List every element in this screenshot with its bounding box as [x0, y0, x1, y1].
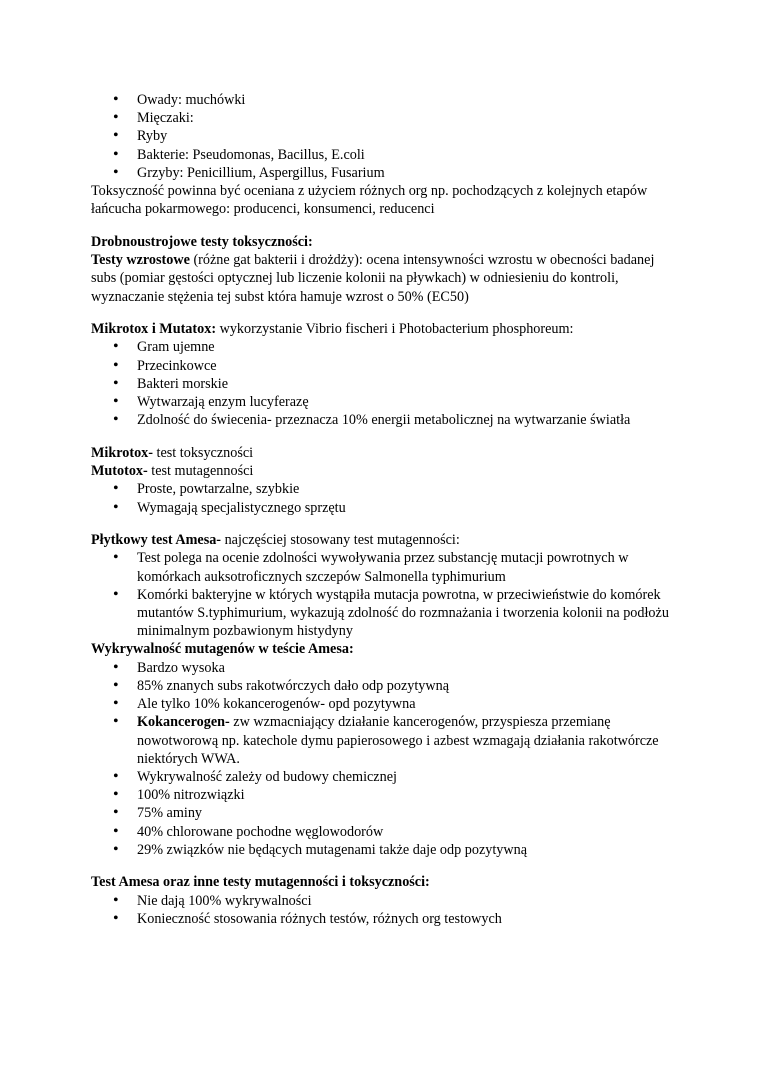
document-page: [91, 91, 681, 928]
ames-description-list: [91, 549, 681, 640]
list-item: • Komórki bakteryjne w których wystąpiła mutacja powrotna, w przeciwieństwie do komórek mutantów S.typhimurium, wykazują zdolność do rozmnażania i tworzenia kolonii na podłożu minimalnym pozbawionym histydyny: [137, 586, 681, 641]
list-item: • 29% związków nie będących mutagenami także daje odp pozytywną: [137, 841, 681, 859]
bacteria-traits-list: [91, 338, 681, 429]
list-item: • Grzyby: Penicillium, Aspergillus, Fusarium: [137, 164, 681, 182]
list-item: • Mięczaki:: [137, 109, 681, 127]
list-item: • Bardzo wysoka: [137, 659, 681, 677]
final-list: [91, 892, 681, 928]
food-chain-paragraph: Toksyczność powinna być oceniana z użyciem różnych org np. pochodzących z kolejnych etapów łańcucha pokarmowego: producenci, konsumenci, reducenci: [91, 183, 648, 218]
list-item: • 75% aminy: [137, 804, 681, 822]
list-item: • Gram ujemne: [137, 338, 681, 356]
ames-intro: [91, 531, 681, 549]
microbial-tests-heading: Drobnoustrojowe testy toksyczności:: [91, 233, 313, 250]
detectability-heading: Wykrywalność mutagenów w teście Amesa:: [91, 641, 354, 658]
ames-text: najczęściej stosowany test mutagenności:: [221, 532, 460, 549]
list-item: • Bakterie: Pseudomonas, Bacillus, E.coli: [137, 146, 681, 164]
list-item: • Konieczność stosowania różnych testów, różnych org testowych: [137, 910, 681, 928]
list-item: • Nie dają 100% wykrywalności: [137, 892, 681, 910]
list-item: • 85% znanych subs rakotwórczych dało odp pozytywną: [137, 677, 681, 695]
list-item: • Przecinkowce: [137, 357, 681, 375]
growth-tests-text: (różne gat bakterii i drożdży): ocena intensywności wzrostu w obecności badanej subs (pomiar gęstości optycznej lub liczenie kolonii na pływkach) w odniesieniu do kontroli, wyznaczanie stężenia tej subst która hamuje wzrost o 50% (EC50): [91, 252, 655, 305]
list-item: • Wykrywalność zależy od budowy chemicznej: [137, 768, 681, 786]
growth-tests-paragraph: [91, 251, 681, 306]
growth-tests-label: Testy wzrostowe: [91, 252, 190, 269]
list-item: • Wytwarzają enzym lucyferazę: [137, 393, 681, 411]
list-item: • Wymagają specjalistycznego sprzętu: [137, 499, 681, 517]
list-item: • Test polega na ocenie zdolności wywoływania przez substancję mutacji powrotnych w komórkach auksotroficznych szczepów Salmonella typhimurium: [137, 549, 681, 585]
list-item: • 40% chlorowane pochodne węglowodorów: [137, 823, 681, 841]
list-item: • Ale tylko 10% kokancerogenów- opd pozytywna: [137, 695, 681, 713]
list-item: • Zdolność do świecenia- przeznacza 10% energii metabolicznej na wytwarzanie światła: [137, 411, 681, 429]
list-item: • Ryby: [137, 127, 681, 145]
list-item: • Bakteri morskie: [137, 375, 681, 393]
mikrotox-line: Mikrotox- test toksyczności: [91, 444, 254, 461]
kokancerogen-label: Kokancerogen-: [137, 714, 230, 731]
mutotox-line: Mutotox- test mutagenności: [91, 463, 254, 480]
detectability-list: [91, 659, 681, 859]
mikrotox-text: wykorzystanie Vibrio fischeri i Photobacterium phosphoreum:: [216, 321, 574, 338]
list-item: • Owady: muchówki: [137, 91, 681, 109]
list-item: • Proste, powtarzalne, szybkie: [137, 480, 681, 498]
list-item: [137, 713, 681, 768]
kokancerogen-text: zw wzmacniający działanie kancerogenów, przyspiesza przemianę nowotworową np. katechole dymu papierosowego i azbest wzmagają działania rakotwórcze niektórych WWA.: [137, 714, 659, 767]
organism-list: [91, 91, 681, 182]
list-item: • 100% nitrozwiązki: [137, 786, 681, 804]
final-heading: Test Amesa oraz inne testy mutagenności i toksyczności:: [91, 874, 430, 891]
tox-features-list: [91, 480, 681, 516]
ames-label: Płytkowy test Amesa-: [91, 532, 222, 549]
mikrotox-label: Mikrotox i Mutatox:: [91, 321, 217, 338]
mikrotox-intro: [91, 320, 681, 338]
